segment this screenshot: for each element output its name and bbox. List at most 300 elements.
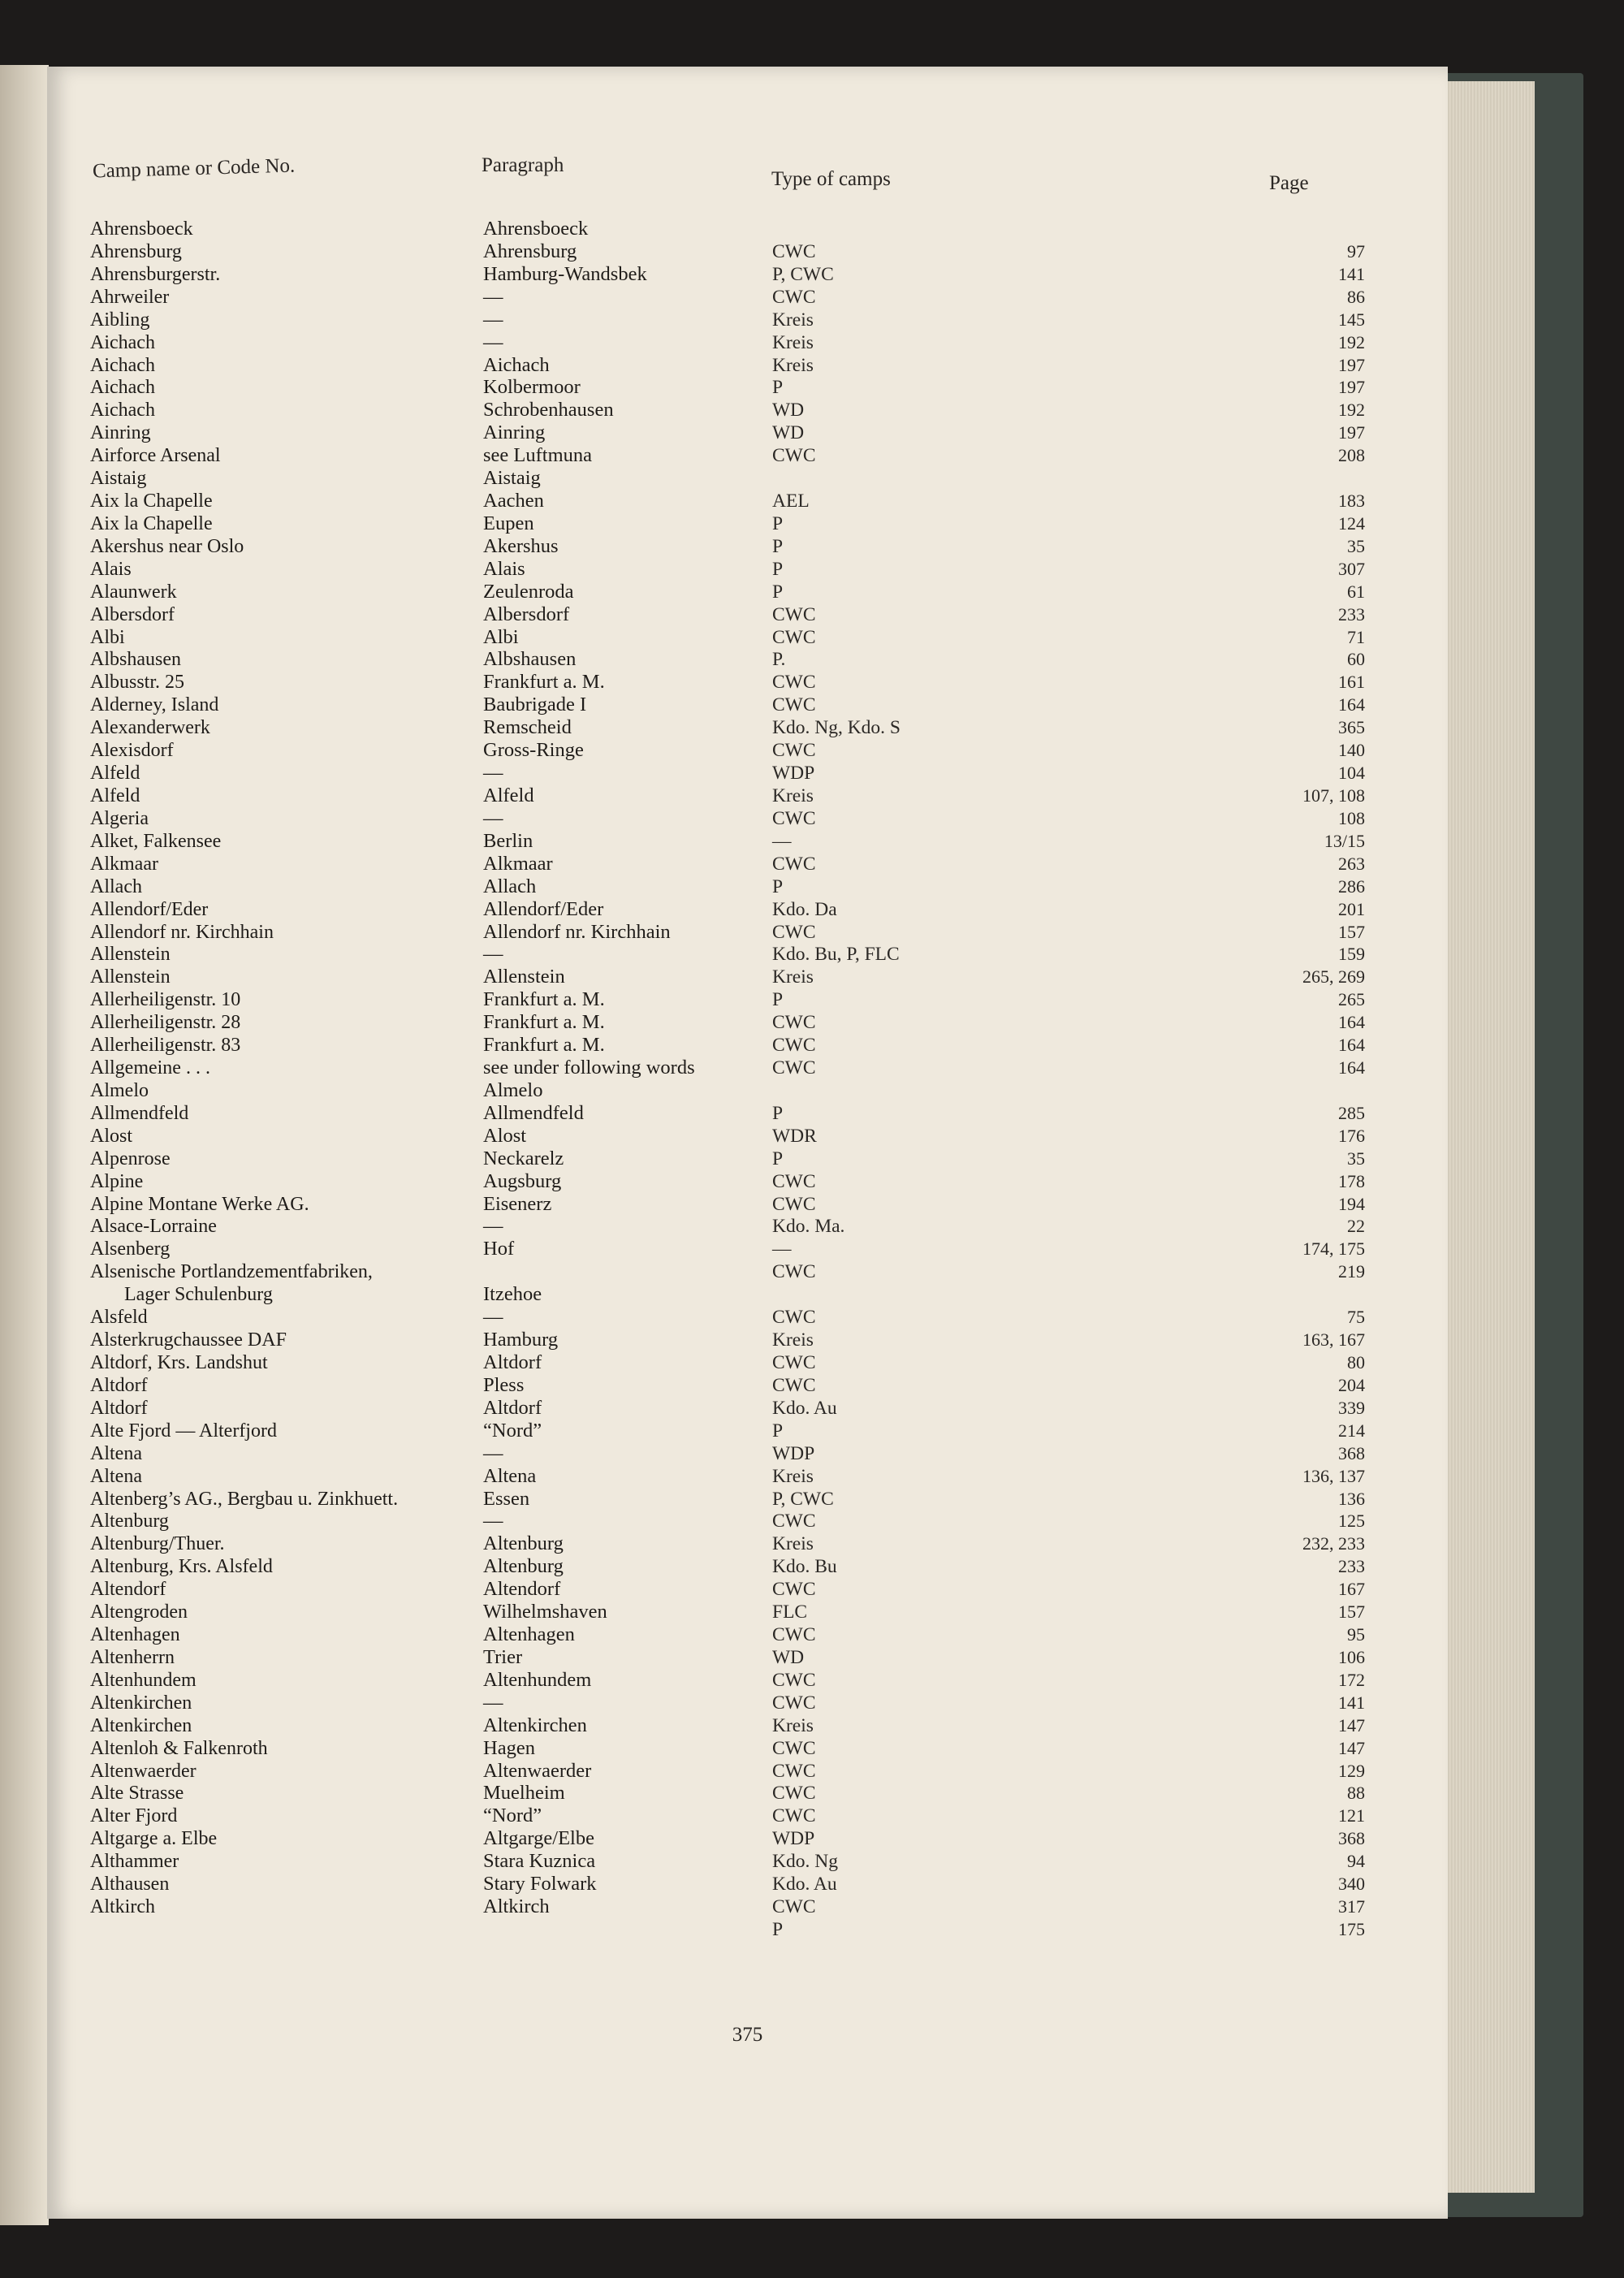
table-row — [47, 1465, 1448, 1488]
row-camp-name: Akershus near Oslo — [90, 535, 244, 557]
row-page-ref: 22 — [1347, 1216, 1365, 1237]
row-page-ref: 94 — [1347, 1851, 1365, 1872]
header-paragraph: Paragraph — [482, 154, 564, 176]
row-type-of-camp: P, CWC — [772, 263, 834, 285]
row-page-ref: 197 — [1338, 422, 1365, 443]
row-type-of-camp: CWC — [772, 1352, 816, 1373]
row-camp-name: Alsterkrugchaussee DAF — [90, 1329, 287, 1351]
row-paragraph: Neckarelz — [483, 1147, 564, 1169]
row-page-ref: 317 — [1338, 1896, 1365, 1917]
table-row — [47, 1011, 1448, 1034]
row-type-of-camp: Kreis — [772, 309, 814, 331]
row-type-of-camp: CWC — [772, 740, 816, 762]
row-type-of-camp: P — [772, 512, 784, 534]
row-camp-name: Albersdorf — [90, 603, 175, 625]
table-row — [47, 1760, 1448, 1783]
row-paragraph: “Nord” — [483, 1805, 542, 1827]
row-paragraph: Ahrensboeck — [483, 218, 589, 240]
table-row — [47, 739, 1448, 762]
row-page-ref: 265 — [1338, 989, 1365, 1010]
row-type-of-camp: CWC — [772, 1035, 816, 1057]
row-camp-name: Alte Fjord — Alterfjord — [90, 1420, 277, 1442]
table-row — [47, 1669, 1448, 1692]
table-row — [47, 1532, 1448, 1555]
row-type-of-camp: CWC — [772, 1057, 816, 1079]
header-camp-name: Camp name or Code No. — [92, 154, 296, 183]
row-page-ref: 174, 175 — [1302, 1238, 1365, 1260]
row-paragraph: Hagen — [483, 1736, 535, 1759]
row-paragraph: Eisenerz — [483, 1192, 552, 1215]
row-type-of-camp: Kdo. Bu, P, FLC — [772, 944, 900, 966]
row-page-ref: 172 — [1338, 1669, 1365, 1690]
table-row — [47, 626, 1448, 649]
table-row — [47, 762, 1448, 785]
row-camp-name: Allmendfeld — [90, 1102, 189, 1124]
row-page-ref: 192 — [1338, 400, 1365, 421]
row-type-of-camp: P — [772, 535, 784, 557]
row-type-of-camp: CWC — [772, 240, 816, 262]
table-row — [47, 1737, 1448, 1760]
table-row — [47, 331, 1448, 354]
row-page-ref: 104 — [1338, 763, 1365, 784]
row-paragraph: Altdorf — [483, 1396, 542, 1419]
row-page-ref: 368 — [1338, 1828, 1365, 1849]
row-page-ref: 368 — [1338, 1442, 1365, 1463]
row-type-of-camp: CWC — [772, 807, 816, 829]
row-paragraph: Albshausen — [483, 648, 577, 671]
row-paragraph: — — [483, 762, 503, 785]
table-row — [47, 648, 1448, 671]
row-paragraph: Altenhagen — [483, 1623, 575, 1646]
table-row — [47, 1125, 1448, 1148]
row-page-ref: 107, 108 — [1302, 785, 1365, 806]
table-row — [47, 512, 1448, 535]
row-paragraph: Remscheid — [483, 716, 572, 739]
row-camp-name: Allenstein — [90, 966, 171, 988]
row-type-of-camp: P — [772, 1919, 784, 1940]
row-paragraph: Altenburg — [483, 1555, 564, 1578]
row-page-ref: 147 — [1338, 1714, 1365, 1736]
row-paragraph: — — [483, 1442, 503, 1464]
page-stack-edge — [1437, 81, 1535, 2193]
row-camp-name: Altdorf — [90, 1397, 148, 1419]
row-camp-name: Alpine Montane Werke AG. — [90, 1193, 309, 1215]
table-row — [47, 1646, 1448, 1669]
row-camp-name: Allendorf nr. Kirchhain — [90, 921, 274, 943]
row-type-of-camp: CWC — [772, 1737, 816, 1759]
table-row — [47, 467, 1448, 490]
row-camp-name: Alsfeld — [90, 1307, 148, 1329]
table-row — [47, 1193, 1448, 1216]
table-row — [47, 1873, 1448, 1895]
row-page-ref: 13/15 — [1324, 830, 1365, 851]
row-camp-name: Alais — [90, 558, 132, 580]
table-row — [47, 1374, 1448, 1397]
table-row — [47, 1351, 1448, 1374]
row-paragraph: Kolbermoor — [483, 376, 581, 399]
row-paragraph: Baubrigade I — [483, 694, 587, 716]
row-page-ref: 197 — [1338, 377, 1365, 398]
row-paragraph: — — [483, 1510, 503, 1532]
row-paragraph: “Nord” — [483, 1419, 542, 1442]
row-paragraph: Allendorf nr. Kirchhain — [483, 920, 671, 943]
table-row — [47, 1827, 1448, 1850]
row-page-ref: 60 — [1347, 649, 1365, 670]
row-type-of-camp: WDR — [772, 1125, 817, 1147]
row-page-ref: 71 — [1347, 626, 1365, 647]
row-camp-name: Albusstr. 25 — [90, 672, 185, 694]
row-type-of-camp: P — [772, 581, 784, 603]
row-type-of-camp: CWC — [772, 1783, 816, 1805]
table-row — [47, 807, 1448, 830]
row-camp-name: Altenberg’s AG., Bergbau u. Zinkhuett. — [90, 1488, 399, 1510]
row-camp-name: Alexisdorf — [90, 740, 174, 762]
row-camp-name: Airforce Arsenal — [90, 445, 221, 467]
row-page-ref: 192 — [1338, 331, 1365, 352]
row-type-of-camp: FLC — [772, 1602, 808, 1623]
row-type-of-camp: CWC — [772, 286, 816, 308]
row-type-of-camp: CWC — [772, 694, 816, 716]
row-page-ref: 75 — [1347, 1307, 1365, 1328]
table-row — [47, 1918, 1448, 1941]
row-page-ref: 164 — [1338, 694, 1365, 715]
table-row — [47, 1895, 1448, 1918]
row-page-ref: 140 — [1338, 740, 1365, 761]
row-type-of-camp: CWC — [772, 1170, 816, 1192]
row-page-ref: 159 — [1338, 944, 1365, 965]
row-camp-name: Algeria — [90, 807, 149, 829]
table-row — [47, 558, 1448, 581]
row-paragraph: Hof — [483, 1238, 515, 1260]
row-page-ref: 108 — [1338, 807, 1365, 828]
row-type-of-camp: CWC — [772, 1261, 816, 1283]
row-page-ref: 233 — [1338, 1556, 1365, 1577]
row-type-of-camp: Kdo. Ng, Kdo. S — [772, 717, 901, 739]
table-row — [47, 490, 1448, 512]
row-camp-name: Allach — [90, 875, 142, 897]
table-row — [47, 785, 1448, 807]
left-page-edge — [0, 65, 49, 2225]
table-row — [47, 1510, 1448, 1532]
table-row — [47, 1102, 1448, 1125]
row-paragraph: Altenburg — [483, 1532, 564, 1555]
row-type-of-camp: CWC — [772, 1896, 816, 1918]
row-page-ref: 214 — [1338, 1420, 1365, 1441]
row-camp-name: Aichach — [90, 400, 155, 421]
row-paragraph: Itzehoe — [483, 1283, 542, 1306]
row-type-of-camp: CWC — [772, 1624, 816, 1646]
row-type-of-camp: CWC — [772, 921, 816, 943]
row-type-of-camp: P — [772, 989, 784, 1011]
row-camp-name: Altenhundem — [90, 1669, 197, 1691]
header-type-of-camps: Type of camps — [771, 168, 891, 190]
row-paragraph: Zeulenroda — [483, 580, 574, 603]
table-row — [47, 286, 1448, 309]
row-camp-name: Althausen — [90, 1874, 170, 1895]
row-type-of-camp: WDP — [772, 1828, 815, 1850]
table-row — [47, 1079, 1448, 1102]
row-paragraph: Altkirch — [483, 1895, 550, 1918]
row-page-ref: 106 — [1338, 1646, 1365, 1667]
table-row — [47, 1034, 1448, 1057]
row-type-of-camp: CWC — [772, 1760, 816, 1782]
row-page-ref: 145 — [1338, 309, 1365, 330]
row-page-ref: 95 — [1347, 1624, 1365, 1645]
row-camp-name: Ainring — [90, 422, 151, 444]
row-type-of-camp: WD — [772, 1646, 805, 1668]
table-row — [47, 1805, 1448, 1827]
row-camp-name: Altgarge a. Elbe — [90, 1828, 218, 1850]
row-camp-name: Allerheiligenstr. 83 — [90, 1035, 241, 1057]
row-paragraph: Allmendfeld — [483, 1101, 584, 1124]
row-camp-name: Ahrensburgerstr. — [90, 263, 221, 285]
row-camp-name: Altdorf — [90, 1374, 148, 1396]
row-page-ref: 365 — [1338, 717, 1365, 738]
row-camp-name: Alter Fjord — [90, 1805, 178, 1827]
row-paragraph: Allenstein — [483, 966, 565, 988]
row-camp-name: Altena — [90, 1442, 142, 1464]
table-row — [47, 376, 1448, 399]
row-type-of-camp: CWC — [772, 1692, 816, 1714]
row-camp-name: Altenloh & Falkenroth — [90, 1737, 268, 1759]
row-page-ref: 175 — [1338, 1919, 1365, 1939]
row-camp-name: Alexanderwerk — [90, 717, 210, 739]
row-page-ref: 167 — [1338, 1579, 1365, 1600]
row-camp-name: Alket, Falkensee — [90, 830, 222, 852]
row-camp-name: Aichach — [90, 354, 155, 376]
table-row — [47, 1397, 1448, 1420]
row-camp-name: Alost — [90, 1125, 133, 1147]
row-paragraph: Stary Folwark — [483, 1873, 597, 1895]
row-paragraph: Altenhundem — [483, 1668, 592, 1691]
row-paragraph: Altenwaerder — [483, 1759, 592, 1782]
row-type-of-camp: Kreis — [772, 331, 814, 353]
row-camp-name: Alderney, Island — [90, 694, 219, 716]
row-page-ref: 183 — [1338, 491, 1365, 512]
row-page-ref: 61 — [1347, 581, 1365, 602]
row-camp-name: Altengroden — [90, 1602, 188, 1623]
row-paragraph: Berlin — [483, 829, 533, 852]
row-camp-name: Ahrensburg — [90, 240, 182, 262]
row-page-ref: 125 — [1338, 1511, 1365, 1532]
row-page-ref: 86 — [1347, 286, 1365, 307]
row-camp-name: Aix la Chapelle — [90, 491, 213, 512]
row-camp-name: Altenwaerder — [90, 1760, 197, 1782]
table-row — [47, 671, 1448, 694]
row-page-ref: 141 — [1338, 1692, 1365, 1713]
row-page-ref: 161 — [1338, 672, 1365, 693]
row-camp-name: Altena — [90, 1465, 142, 1487]
row-camp-name: Altendorf — [90, 1579, 166, 1601]
row-page-ref: 141 — [1338, 263, 1365, 284]
table-row — [47, 1057, 1448, 1079]
row-paragraph: Frankfurt a. M. — [483, 1034, 605, 1057]
row-type-of-camp: P — [772, 1420, 784, 1442]
row-camp-name: Altenburg — [90, 1511, 169, 1532]
table-row — [47, 1329, 1448, 1351]
row-camp-name: Ahrweiler — [90, 286, 170, 308]
row-type-of-camp: Kreis — [772, 966, 814, 988]
row-camp-name: Allenstein — [90, 944, 171, 966]
row-page-ref: 163, 167 — [1302, 1329, 1365, 1351]
row-type-of-camp: WD — [772, 422, 805, 444]
row-type-of-camp: P — [772, 1102, 784, 1124]
row-camp-name: Alpenrose — [90, 1148, 171, 1169]
row-paragraph: — — [483, 1691, 503, 1714]
row-camp-name: Alkmaar — [90, 853, 158, 875]
row-camp-name: Allendorf/Eder — [90, 898, 209, 920]
row-camp-name: Altenhagen — [90, 1624, 180, 1646]
row-type-of-camp: P — [772, 558, 784, 580]
row-type-of-camp: — — [772, 1238, 792, 1260]
row-paragraph: Muelheim — [483, 1782, 565, 1805]
row-paragraph: Schrobenhausen — [483, 399, 614, 421]
row-type-of-camp: Kreis — [772, 1533, 814, 1555]
row-type-of-camp: Kdo. Bu — [772, 1556, 837, 1578]
table-row — [47, 218, 1448, 240]
table-row — [47, 1306, 1448, 1329]
row-paragraph: Ainring — [483, 421, 546, 444]
row-page-ref: 286 — [1338, 875, 1365, 897]
row-page-ref: 194 — [1338, 1193, 1365, 1214]
row-page-ref: 233 — [1338, 603, 1365, 625]
row-type-of-camp: P, CWC — [772, 1488, 834, 1510]
table-row — [47, 354, 1448, 377]
row-page-ref: 285 — [1338, 1102, 1365, 1123]
row-paragraph: Eupen — [483, 512, 534, 534]
table-row — [47, 921, 1448, 944]
table-row — [47, 1148, 1448, 1170]
row-paragraph: Essen — [483, 1487, 530, 1510]
row-paragraph: Alais — [483, 557, 525, 580]
row-paragraph: Alkmaar — [483, 852, 553, 875]
row-paragraph: Frankfurt a. M. — [483, 1011, 605, 1034]
table-row — [47, 1170, 1448, 1193]
row-type-of-camp: AEL — [772, 491, 810, 512]
table-row — [47, 1555, 1448, 1578]
row-paragraph: Allendorf/Eder — [483, 897, 604, 920]
row-paragraph: — — [483, 285, 503, 308]
row-page-ref: 35 — [1347, 535, 1365, 556]
row-camp-name: Alsenberg — [90, 1238, 171, 1260]
row-paragraph: Stara Kuznica — [483, 1850, 596, 1873]
row-page-ref: 88 — [1347, 1783, 1365, 1804]
book-page — [47, 67, 1448, 2219]
row-type-of-camp: CWC — [772, 1579, 816, 1601]
page-number: 375 — [732, 2024, 763, 2046]
row-camp-name: Altkirch — [90, 1896, 155, 1918]
table-row — [47, 853, 1448, 875]
row-camp-name: Alpine — [90, 1170, 144, 1192]
row-paragraph: Wilhelmshaven — [483, 1601, 607, 1623]
row-camp-name: Altenburg/Thuer. — [90, 1533, 225, 1555]
row-type-of-camp: Kreis — [772, 354, 814, 376]
row-camp-name: Aichach — [90, 331, 155, 353]
row-type-of-camp: Kdo. Au — [772, 1397, 837, 1419]
table-row — [47, 444, 1448, 467]
row-type-of-camp: Kreis — [772, 1329, 814, 1351]
row-type-of-camp: CWC — [772, 626, 816, 648]
table-row — [47, 1238, 1448, 1260]
row-paragraph: Hamburg-Wandsbek — [483, 262, 647, 285]
row-camp-name: Altenburg, Krs. Alsfeld — [90, 1556, 273, 1578]
row-page-ref: 147 — [1338, 1737, 1365, 1758]
row-page-ref: 219 — [1338, 1261, 1365, 1282]
row-type-of-camp: Kreis — [772, 1465, 814, 1487]
row-camp-name: Ahrensboeck — [90, 218, 193, 240]
row-paragraph: Frankfurt a. M. — [483, 671, 605, 694]
row-paragraph: — — [483, 308, 503, 331]
row-type-of-camp: P — [772, 1148, 784, 1169]
row-camp-name: Altenkirchen — [90, 1692, 192, 1714]
row-type-of-camp: CWC — [772, 1193, 816, 1215]
row-camp-name: Albshausen — [90, 649, 181, 671]
row-page-ref: 157 — [1338, 921, 1365, 942]
camp-index-table — [47, 67, 1448, 2219]
row-camp-name: Alfeld — [90, 763, 140, 785]
header-page: Page — [1269, 172, 1309, 194]
table-row — [47, 1420, 1448, 1442]
row-page-ref: 201 — [1338, 898, 1365, 919]
row-paragraph: see under following words — [483, 1057, 695, 1079]
row-camp-name: Allgemeine . . . — [90, 1057, 210, 1079]
row-camp-name: Allerheiligenstr. 10 — [90, 989, 241, 1011]
row-page-ref: 157 — [1338, 1602, 1365, 1623]
row-camp-name: Alte Strasse — [90, 1783, 184, 1805]
row-page-ref: 121 — [1338, 1805, 1365, 1826]
row-paragraph: — — [483, 331, 503, 353]
row-page-ref: 129 — [1338, 1760, 1365, 1781]
row-page-ref: 339 — [1338, 1397, 1365, 1418]
row-type-of-camp: Kdo. Da — [772, 898, 837, 920]
row-paragraph: Altgarge/Elbe — [483, 1827, 594, 1850]
row-paragraph: Trier — [483, 1645, 523, 1668]
row-camp-name: Lager Schulenburg — [124, 1284, 273, 1306]
row-page-ref: 307 — [1338, 558, 1365, 579]
table-row — [47, 1283, 1448, 1306]
row-camp-name: Altenkirchen — [90, 1714, 192, 1736]
table-row — [47, 830, 1448, 853]
row-page-ref: 204 — [1338, 1374, 1365, 1395]
row-type-of-camp: P. — [772, 649, 786, 671]
row-paragraph: — — [483, 943, 503, 966]
row-paragraph: Frankfurt a. M. — [483, 988, 605, 1011]
row-paragraph: Aistaig — [483, 467, 541, 490]
table-row — [47, 875, 1448, 898]
row-page-ref: 97 — [1347, 240, 1365, 262]
row-paragraph: — — [483, 1215, 503, 1238]
row-camp-name: Almelo — [90, 1079, 149, 1101]
row-camp-name: Aistaig — [90, 468, 147, 490]
row-camp-name: Altdorf, Krs. Landshut — [90, 1352, 268, 1373]
row-paragraph: Albi — [483, 625, 519, 648]
table-row — [47, 603, 1448, 626]
row-type-of-camp: WD — [772, 400, 805, 421]
row-type-of-camp: P — [772, 875, 784, 897]
row-paragraph: Altena — [483, 1464, 537, 1487]
row-paragraph: Augsburg — [483, 1169, 562, 1192]
table-row — [47, 421, 1448, 444]
table-row — [47, 1623, 1448, 1646]
row-type-of-camp: CWC — [772, 853, 816, 875]
row-page-ref: 263 — [1338, 853, 1365, 874]
row-paragraph: Pless — [483, 1373, 525, 1396]
table-row — [47, 240, 1448, 263]
row-paragraph: Aichach — [483, 353, 550, 376]
row-paragraph: see Luftmuna — [483, 444, 593, 467]
row-paragraph: Almelo — [483, 1078, 543, 1101]
row-page-ref: 164 — [1338, 1057, 1365, 1078]
